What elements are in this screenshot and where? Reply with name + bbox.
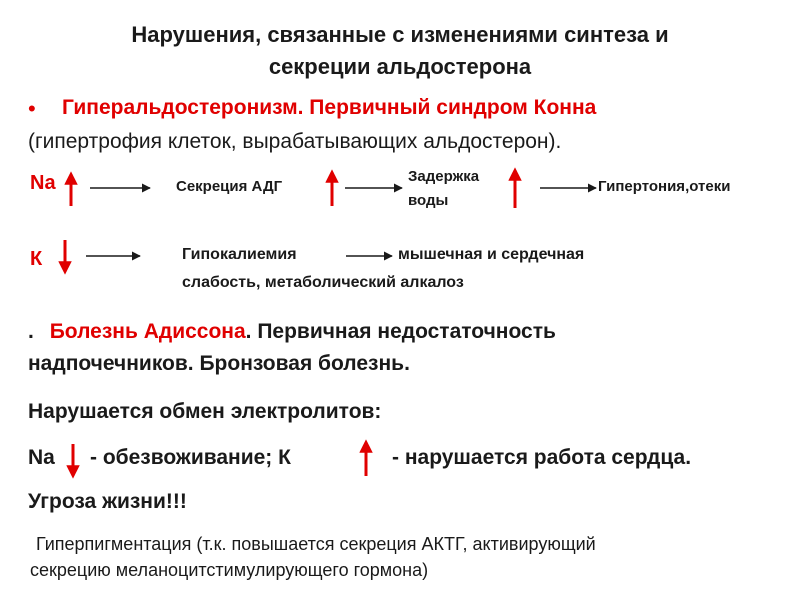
footnote-line-2: секрецию меланоцитстимулирующего гормона) [30,560,429,580]
na-step-adh: Секреция АДГ [176,178,283,195]
threat-text: Угроза жизни!!! [28,490,187,513]
addison-prefix: . [28,320,34,343]
electrolytes-line: Нарушается обмен электролитов: [28,400,382,423]
addison-heading: Болезнь Адиссона [49,320,246,343]
bullet: • [28,96,36,121]
na-step-water-1: Задержка [408,168,480,185]
title-line-1: Нарушения, связанные с изменениями синтеза и [131,22,669,47]
addison-line-2: надпочечников. Бронзовая болезнь. [28,352,410,375]
k-step-weakness-2: слабость, метаболический алкалоз [182,274,464,291]
addison-rest: . Первичная недостаточность [245,320,556,343]
na-step-hypertension: Гипертония,отеки [598,178,731,195]
section1-note: (гипертрофия клеток, вырабатывающих альдостерон). [28,130,562,153]
k-step-weakness-1: мышечная и сердечная [398,246,585,263]
title-line-2: секреции альдостерона [268,54,532,79]
electrolytes-na-label: Na [28,446,55,469]
electrolytes-na-text: - обезвоживание; К [90,446,291,469]
na-step-water-2: воды [408,192,449,209]
k-label: К [30,248,43,270]
electrolytes-k-text: - нарушается работа сердца. [392,446,692,469]
k-step-hypokalemia: Гипокалиемия [182,246,297,263]
na-label: Na [30,172,56,194]
footnote-line-1: Гиперпигментация (т.к. повышается секреция АКТГ, активирующий [36,534,596,554]
section1-heading: Гиперальдостеронизм. Первичный синдром Конна [62,96,597,119]
